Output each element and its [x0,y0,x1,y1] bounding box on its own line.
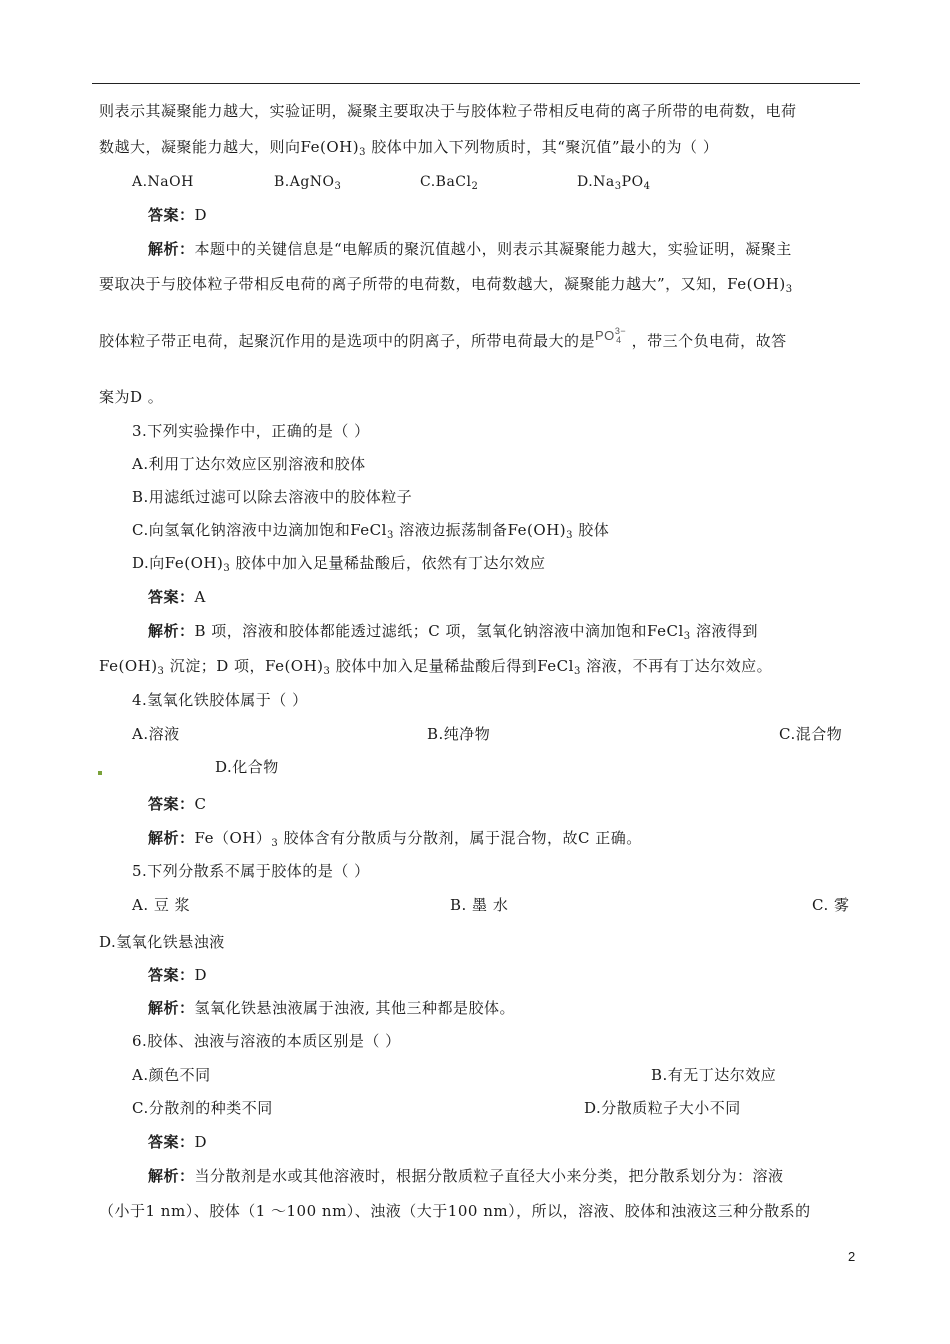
formula-image: $PO^{3-}_4$ [595,326,627,345]
q3-option-c: C.向氢氧化钠溶液中边滴加饱和FeCl$_3$ 溶液边振荡制备$Fe(OH)_3$ 胶体 [132,521,610,541]
explanation-line: 解析：$Fe(OH)_3$ 胶体含有分散质与分散剂，属于混合物，故C 正确。 [148,829,642,849]
explanation-line: 解析：本题中的关键信息是“电解质的聚沉值越小，则表示其凝聚能力越大，实验证明，凝聚主 [148,240,792,258]
question-6: 6.胶体、浊液与溶液的本质区别是（ ） [132,1032,401,1050]
q5-option-a: A. 豆 浆 [132,896,191,914]
question-4: 4.氢氧化铁胶体属于（ ） [132,691,308,709]
page-number: 2 [848,1249,856,1264]
answer-line: 答案：C [148,795,207,813]
q5-option-d: D.氢氧化铁悬浊液 [99,933,225,951]
q4-option-a: A.溶液 [132,725,180,743]
answer-line: 答案：D [148,206,208,224]
q3-option-d: D.向$Fe(OH)_3$ 胶体中加入足量稀盐酸后，依然有丁达尔效应 [132,554,546,574]
question-5: 5.下列分散系不属于胶体的是（ ） [132,862,370,880]
answer-line: 答案：D [148,1133,208,1151]
explanation-line: 要取决于与胶体粒子带相反电荷的离子所带的电荷数，电荷数越大，凝聚能力越大”，又知，$Fe(OH)_3$ [99,275,793,295]
q5-option-c: C. 雾 [812,896,850,914]
q6-option-a: A.颜色不同 [132,1066,211,1084]
q4-option-c: C.混合物 [779,725,843,743]
q4-option-d: D.化合物 [215,758,279,776]
option-a: A.NaOH [132,174,194,190]
option-c: C.BaCl$_2$ [420,174,479,192]
question-3: 3.下列实验操作中，正确的是（ ） [132,422,370,440]
q5-option-b: B. 墨 水 [450,896,509,914]
explanation-line: （小于1 nm）、胶体（1 ～100 nm）、浊液（大于100 nm），所以，溶液、胶体和浊液这三种分散系的 [99,1202,811,1220]
marker-dot [98,771,102,775]
header-rule [92,83,860,84]
q3-option-b: B.用滤纸过滤可以除去溶液中的胶体粒子 [132,488,413,506]
explanation-line: $Fe(OH)_3$ 沉淀；D 项，$Fe(OH)_3$ 胶体中加入足量稀盐酸后得到FeCl$_3$ 溶液，不再有丁达尔效应。 [99,657,773,677]
explanation-line: 解析：当分散剂是水或其他溶液时，根据分散质粒子直径大小来分类，把分散系划分为：溶液 [148,1167,784,1185]
option-d: $D.Na_3PO_4$ [577,174,651,192]
option-b: B.AgNO$_3$ [274,174,342,192]
q6-option-b: B.有无丁达尔效应 [651,1066,777,1084]
answer-line: 答案：D [148,966,208,984]
q3-option-a: A.利用丁达尔效应区别溶液和胶体 [132,455,366,473]
q6-option-c: C.分散剂的种类不同 [132,1099,273,1117]
explanation-line: 案为D 。 [99,388,164,406]
answer-line: 答案：A [148,588,206,606]
q4-option-b: B.纯净物 [427,725,491,743]
text-line: 则表示其凝聚能力越大，实验证明，凝聚主要取决于与胶体粒子带相反电荷的离子所带的电荷数，电荷 [99,102,797,120]
q6-option-d: D.分散质粒子大小不同 [584,1099,741,1117]
explanation-line: 胶体粒子带正电荷，起聚沉作用的是选项中的阴离子，所带电荷最大的是$PO^{3-}_4$ ，带三个负电荷，故答 [99,326,787,350]
text-line: 数越大，凝聚能力越大，则向$Fe(OH)_3$ 胶体中加入下列物质时，其“聚沉值”最小的为（ ） [99,138,719,158]
explanation-line: 解析：B 项，溶液和胶体都能透过滤纸；C 项，氢氧化钠溶液中滴加饱和FeCl$_3$ 溶液得到 [148,622,758,642]
explanation-line: 解析：氢氧化铁悬浊液属于浊液, 其他三种都是胶体。 [148,999,516,1017]
